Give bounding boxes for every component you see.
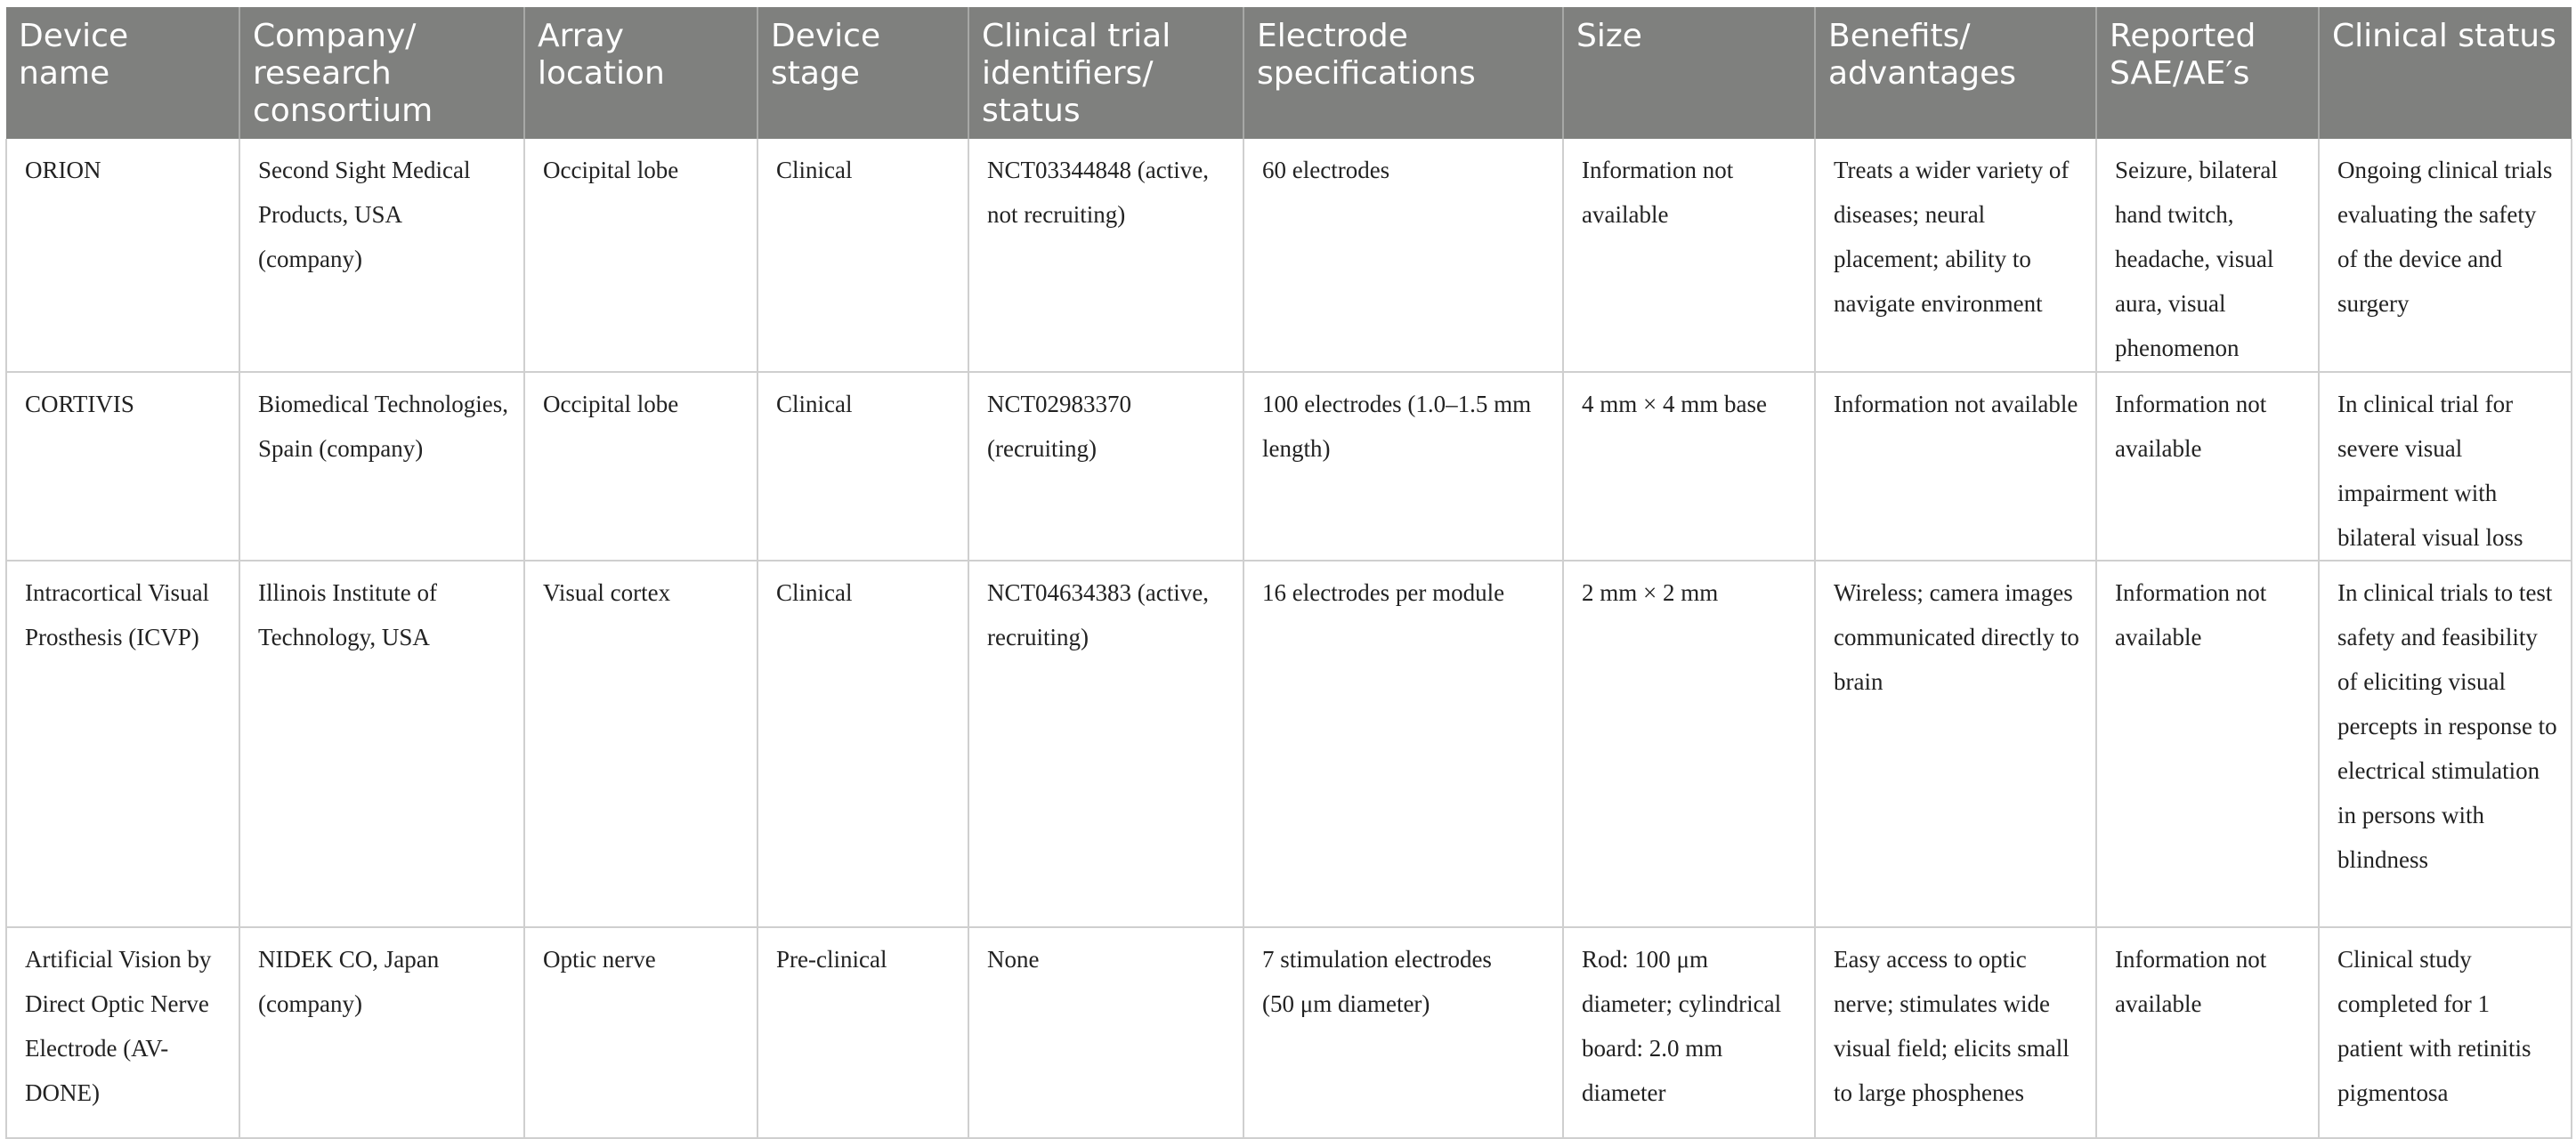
header-row xyxy=(6,7,2572,139)
column-header: Benefits/ advantages xyxy=(1815,7,2096,139)
column-header: Company/ research consortium xyxy=(239,7,524,139)
table-row xyxy=(6,139,2572,372)
device-name-cell: Artificial Vision by Direct Optic Nerve Electrode (AV-DONE) xyxy=(6,927,239,1138)
company-cell: Second Sight Medical Products, USA (company) xyxy=(239,139,524,372)
device-stage-cell: Clinical xyxy=(757,372,968,561)
column-header: Device stage xyxy=(757,7,968,139)
table-row xyxy=(6,561,2572,927)
electrode-specs-cell: 60 electrodes xyxy=(1243,139,1563,372)
benefits-cell: Treats a wider variety of diseases; neural placement; ability to navigate environment xyxy=(1815,139,2096,372)
company-cell: Illinois Institute of Technology, USA xyxy=(239,561,524,927)
clinical-status-cell: In clinical trials to test safety and feasibility of eliciting visual percepts in response to electrical stimulation in persons with blindness xyxy=(2319,561,2572,927)
size-cell: 4 mm × 4 mm base xyxy=(1563,372,1815,561)
column-header: Array location xyxy=(524,7,757,139)
array-location-cell: Optic nerve xyxy=(524,927,757,1138)
column-header: Reported SAE/AE′s xyxy=(2096,7,2319,139)
benefits-cell: Wireless; camera images communicated directly to brain xyxy=(1815,561,2096,927)
column-header: Clinical status xyxy=(2319,7,2572,139)
trial-status-cell: NCT02983370 (recruiting) xyxy=(968,372,1243,561)
company-cell: Biomedical Technologies, Spain (company) xyxy=(239,372,524,561)
trial-status-cell: NCT03344848 (active, not recruiting) xyxy=(968,139,1243,372)
company-cell: NIDEK CO, Japan (company) xyxy=(239,927,524,1138)
device-stage-cell: Clinical xyxy=(757,139,968,372)
table-row xyxy=(6,372,2572,561)
device-name-cell: ORION xyxy=(6,139,239,372)
electrode-specs-cell: 7 stimulation electrodes (50 μm diameter) xyxy=(1243,927,1563,1138)
array-location-cell: Occipital lobe xyxy=(524,139,757,372)
table-row xyxy=(6,927,2572,1138)
clinical-status-cell: In clinical trial for severe visual impairment with bilateral visual loss xyxy=(2319,372,2572,561)
device-stage-cell: Clinical xyxy=(757,561,968,927)
column-header: Device name xyxy=(6,7,239,139)
device-stage-cell: Pre-clinical xyxy=(757,927,968,1138)
column-header: Electrode specifications xyxy=(1243,7,1563,139)
reported-sae-cell: Information not available xyxy=(2096,927,2319,1138)
device-name-cell: CORTIVIS xyxy=(6,372,239,561)
electrode-specs-cell: 100 electrodes (1.0–1.5 mm length) xyxy=(1243,372,1563,561)
size-cell: Rod: 100 μm diameter; cylindrical board: 2.0 mm diameter xyxy=(1563,927,1815,1138)
reported-sae-cell: Seizure, bilateral hand twitch, headache, visual aura, visual phenomenon xyxy=(2096,139,2319,372)
devices-table xyxy=(5,7,2572,1139)
clinical-status-cell: Ongoing clinical trials evaluating the safety of the device and surgery xyxy=(2319,139,2572,372)
array-location-cell: Visual cortex xyxy=(524,561,757,927)
trial-status-cell: None xyxy=(968,927,1243,1138)
reported-sae-cell: Information not available xyxy=(2096,372,2319,561)
size-cell: Information not available xyxy=(1563,139,1815,372)
electrode-specs-cell: 16 electrodes per module xyxy=(1243,561,1563,927)
benefits-cell: Information not available xyxy=(1815,372,2096,561)
benefits-cell: Easy access to optic nerve; stimulates wide visual field; elicits small to large phosphenes xyxy=(1815,927,2096,1138)
trial-status-cell: NCT04634383 (active, recruiting) xyxy=(968,561,1243,927)
size-cell: 2 mm × 2 mm xyxy=(1563,561,1815,927)
clinical-status-cell: Clinical study completed for 1 patient with retinitis pigmentosa xyxy=(2319,927,2572,1138)
column-header: Size xyxy=(1563,7,1815,139)
reported-sae-cell: Information not available xyxy=(2096,561,2319,927)
column-header: Clinical trial identifiers/ status xyxy=(968,7,1243,139)
array-location-cell: Occipital lobe xyxy=(524,372,757,561)
device-name-cell: Intracortical Visual Prosthesis (ICVP) xyxy=(6,561,239,927)
